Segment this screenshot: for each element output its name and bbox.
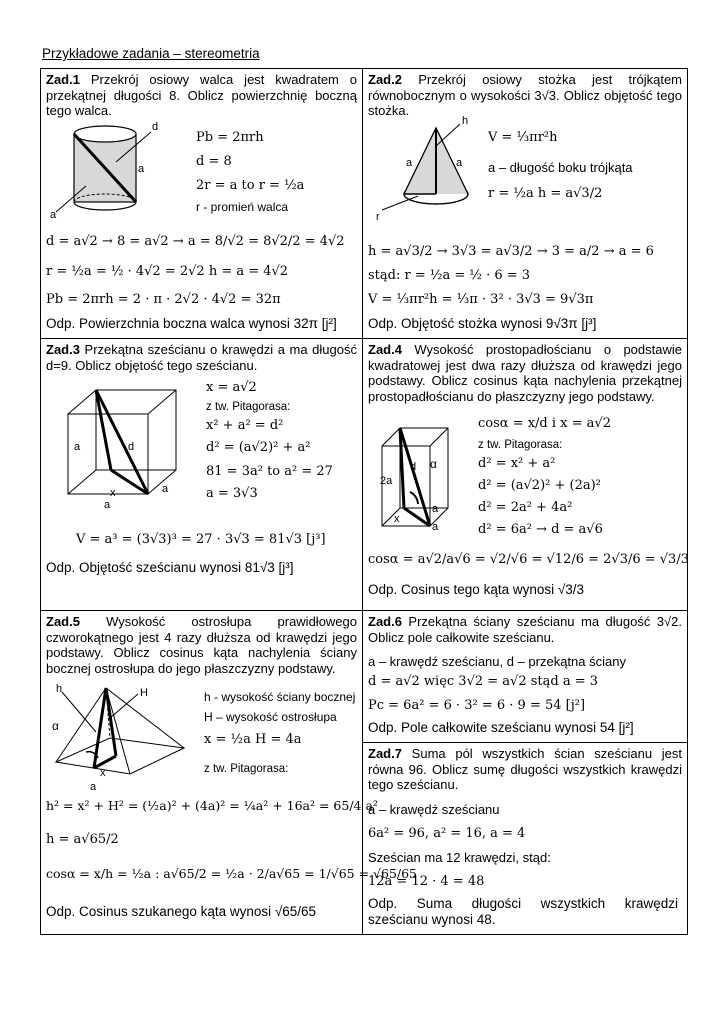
formula: 81 = 3a² to a² = 27 — [206, 464, 333, 479]
answer: Odp. Cosinus tego kąta wynosi √3/3 — [368, 582, 585, 597]
calc-line: d = a√2 → 8 = a√2 → a = 8/√2 = 8√2/2 = 4√2 — [46, 234, 345, 249]
answer: Odp. Objętość sześcianu wynosi 81√3 [j³] — [46, 560, 294, 575]
calc-line: a – krawędź sześcianu, d – przekątna ściany — [368, 654, 626, 669]
task-3-cell — [41, 339, 363, 611]
calc-line: Sześcian ma 12 krawędzi, stąd: — [368, 850, 551, 865]
calc-line: Pb = 2πrh = 2 · π · 2√2 · 4√2 = 32π — [46, 292, 281, 307]
formula: x = ½a H = 4a — [204, 732, 302, 747]
formula: V = ⅓πr²h — [488, 130, 558, 145]
task-label: Zad.7 — [368, 746, 402, 761]
formula: d² = 6a² → d = a√6 — [478, 522, 603, 537]
fig-label-a: a — [456, 157, 463, 169]
formula: cosα = x/d i x = a√2 — [478, 416, 611, 431]
fig-label-a: a — [50, 209, 57, 220]
task-label: Zad.1 — [46, 72, 80, 87]
answer: Odp. Cosinus szukanego kąta wynosi √65/65 — [46, 904, 317, 919]
answer: Odp. Powierzchnia boczna walca wynosi 32π [j²] — [46, 316, 337, 331]
calc-line: V = ⅓πr²h = ⅓π · 3² · 3√3 = 9√3π — [368, 292, 594, 307]
calc-line: cosα = x/h = ½a : a√65/2 = ½a · 2/a√65 = 1/√65 = √65/65 — [46, 866, 418, 881]
tasks-table — [40, 68, 688, 935]
calc-line: 6a² = 96, a² = 16, a = 4 — [368, 826, 526, 841]
formula: 2r = a to r = ½a — [196, 178, 305, 193]
formula: d = 8 — [196, 154, 232, 169]
calc-line: r = ½a = ½ · 4√2 = 2√2 h = a = 4√2 — [46, 264, 289, 279]
calc-line: stąd: r = ½a = ½ · 6 = 3 — [368, 268, 531, 283]
fig-label-alpha: α — [52, 719, 59, 733]
calc-line: h² = x² + H² = (½a)² + (4a)² = ¼a² + 16a² = 65/4 a² — [46, 798, 378, 813]
note: z tw. Pitagorasa: — [478, 439, 563, 451]
calc-line: Pc = 6a² = 6 · 3² = 6 · 9 = 54 [j²] — [368, 698, 586, 713]
fig-label-a: a — [74, 441, 81, 453]
task-7-cell — [363, 743, 688, 935]
calc-line: a – krawędź sześcianu — [368, 802, 500, 817]
note: a – długość boku trójkąta — [488, 160, 633, 175]
fig-label-d: d — [410, 461, 417, 473]
calc-line: 12a = 12 · 4 = 48 — [368, 874, 485, 889]
cone-figure — [368, 116, 488, 224]
fig-label-alpha: α — [430, 457, 437, 471]
note: h - wysokość ściany bocznej — [204, 690, 356, 704]
fig-label-a: a — [104, 499, 111, 508]
fig-label-d: d — [128, 441, 135, 453]
fig-label-a: a — [138, 163, 145, 175]
fig-label-x: x — [394, 513, 400, 525]
formula: Pb = 2πrh — [196, 130, 264, 145]
fig-label-a: a — [162, 483, 169, 495]
cuboid-figure — [374, 422, 474, 534]
answer: Odp. Suma długości wszystkich krawędzi sześcianu wynosi 48. — [368, 896, 678, 927]
formula: x = a√2 — [206, 380, 257, 395]
task-label: Zad.5 — [46, 614, 80, 629]
page-title: Przykładowe zadania – stereometria — [42, 46, 260, 61]
fig-label-h: h — [462, 116, 469, 127]
task-4-cell — [363, 339, 688, 611]
note: z tw. Pitagorasa: — [204, 763, 289, 775]
cube-figure — [46, 378, 186, 508]
formula: a = 3√3 — [206, 486, 258, 501]
task-4-text: Zad.4 Wysokość prostopadłościanu o podstawie kwadratowej jest dwa razy dłuższa od krawędzi jego podstawy. Oblicz cosinus kąta nachylenia przekątnej prostopadłościanu do płaszczyzny jego podstawy. — [368, 342, 682, 404]
task-3-text: Zad.3 Przekątna sześcianu o krawędzi a ma długość d=9. Oblicz objętość tego sześcianu. — [46, 342, 357, 373]
fig-label-h: h — [56, 683, 63, 695]
task-label: Zad.3 — [46, 342, 80, 357]
formula: r = ½a h = a√3/2 — [488, 186, 603, 201]
calc-line: h = a√3/2 → 3√3 = a√3/2 → 3 = a/2 → a = 6 — [368, 244, 654, 259]
formula: d² = 2a² + 4a² — [478, 500, 573, 515]
calc-line: h = a√65/2 — [46, 832, 119, 847]
task-6-text: Zad.6 Przekątna ściany sześcianu ma długość 3√2. Oblicz pole całkowite sześcianu. — [368, 614, 682, 645]
task-1-cell — [41, 69, 363, 339]
task-label: Zad.6 — [368, 614, 402, 629]
calc-line: d = a√2 więc 3√2 = a√2 stąd a = 3 — [368, 674, 599, 689]
task-2-text: Zad.2 Przekrój osiowy stożka jest trójkątem równobocznym o wysokości 3√3. Oblicz objętość tego stożka. — [368, 72, 682, 118]
answer: Odp. Pole całkowite sześcianu wynosi 54 [j²] — [368, 720, 634, 735]
calc-line: V = a³ = (3√3)³ = 27 · 3√3 = 81√3 [j³] — [76, 532, 326, 547]
task-6-cell — [363, 611, 688, 743]
task-5-text: Zad.5 Wysokość ostrosłupa prawidłowego czworokątnego jest 4 razy dłuższa od krawędzi jego podstawy. Oblicz cosinus kąta nachylenia ściany bocznej ostrosłupa do jego płaszczyzny podstawy. — [46, 614, 357, 676]
task-7-text: Zad.7 Suma pól wszystkich ścian sześcianu jest równa 96. Oblicz sumę długości wszystkich krawędzi tego sześcianu. — [368, 746, 682, 792]
formula: d² = (a√2)² + (2a)² — [478, 478, 601, 493]
note: z tw. Pitagorasa: — [206, 401, 291, 413]
formula: d² = (a√2)² + a² — [206, 440, 311, 455]
fig-label-a: a — [406, 157, 413, 169]
note: r - promień walca — [196, 200, 289, 214]
formula: x² + a² = d² — [206, 418, 284, 433]
fig-label-a: a — [90, 781, 97, 792]
formula: d² = x² + a² — [478, 456, 556, 471]
fig-label-H: H — [140, 687, 148, 699]
fig-label-a: a — [432, 503, 439, 515]
fig-label-x: x — [110, 487, 116, 499]
note: H – wysokość ostrosłupa — [204, 710, 337, 724]
fig-label-2a: 2a — [380, 475, 393, 487]
fig-label-x: x — [100, 767, 106, 779]
calc-line: cosα = a√2/a√6 = √2/√6 = √12/6 = 2√3/6 = √3/3 — [368, 552, 689, 567]
cylinder-figure — [46, 122, 196, 220]
task-label: Zad.2 — [368, 72, 402, 87]
pyramid-figure — [46, 682, 196, 792]
task-2-cell — [363, 69, 688, 339]
task-label: Zad.4 — [368, 342, 402, 357]
answer: Odp. Objętość stożka wynosi 9√3π [j³] — [368, 316, 597, 331]
task-1-text: Zad.1 Przekrój osiowy walca jest kwadratem o przekątnej długości 8. Oblicz powierzchnię boczną tego walca. — [46, 72, 357, 118]
fig-label-d: d — [152, 122, 159, 133]
fig-label-a: a — [432, 521, 439, 533]
fig-label-r: r — [376, 211, 380, 223]
